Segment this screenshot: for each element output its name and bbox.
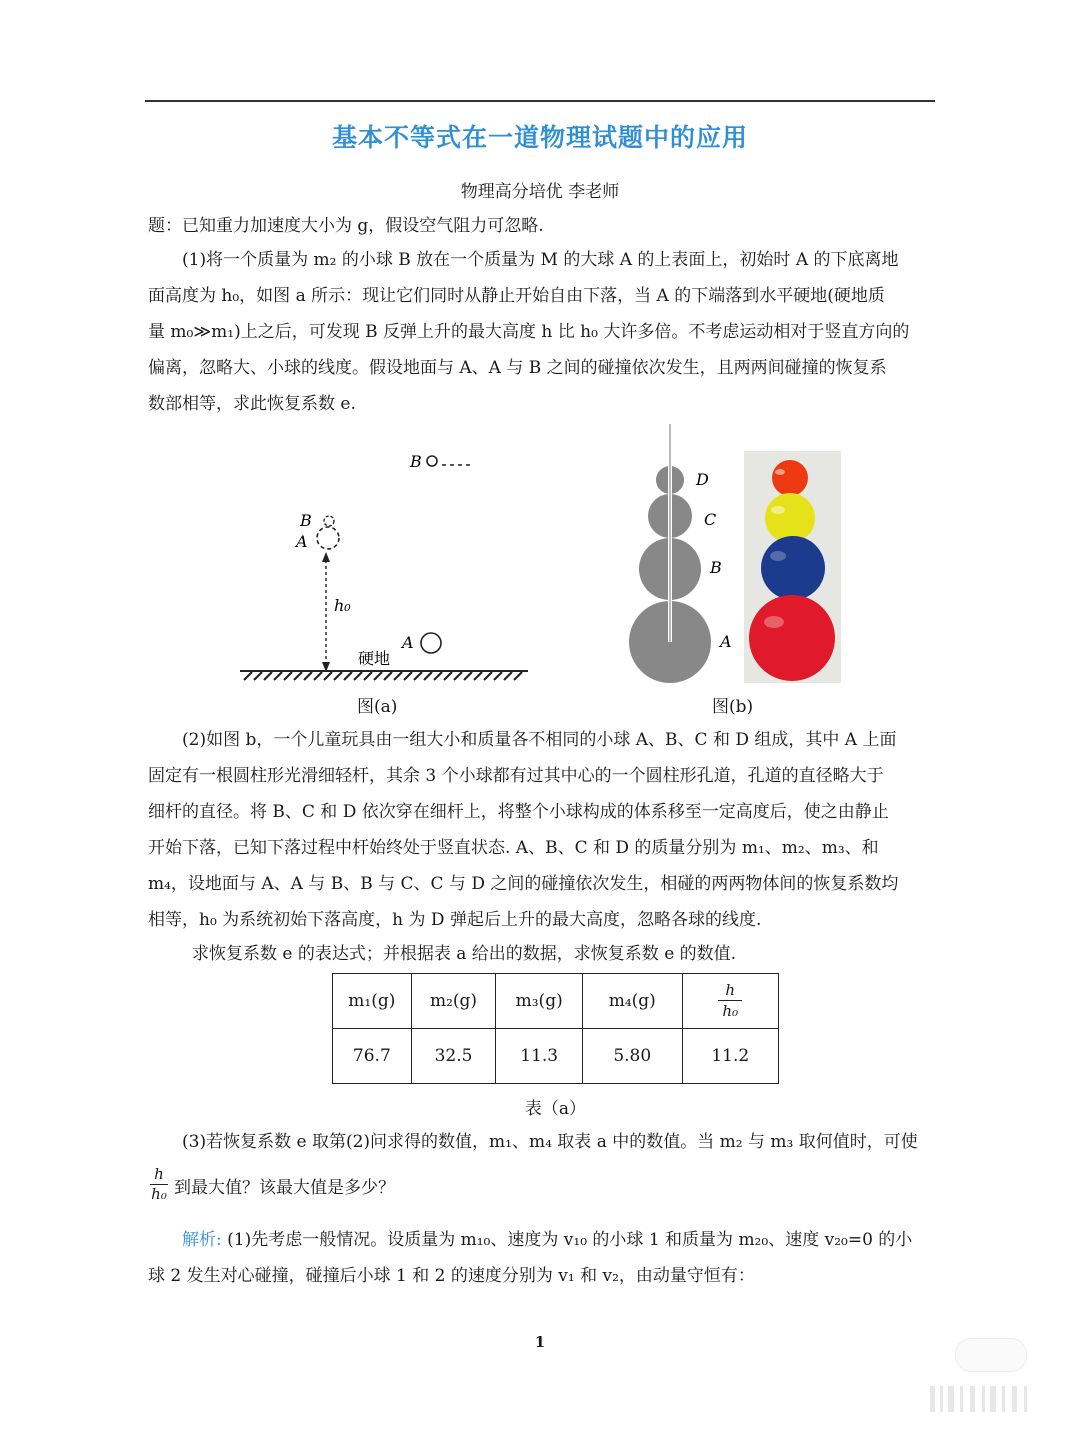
fig-a-label-a-ground: A xyxy=(402,633,414,652)
watermark-logo xyxy=(790,1378,1060,1418)
analysis-text: (1)先考虑一般情况。设质量为 m₁₀、速度为 v₁₀ 的小球 1 和质量为 m₂₀、速度 v₂₀=0 的小 xyxy=(221,1230,913,1250)
q3-fraction xyxy=(148,1166,170,1203)
fig-b-caption: 图(b) xyxy=(712,697,754,717)
q2-line: 细杆的直径。将 B、C 和 D 依次穿在细杆上，将整个小球构成的体系移至一定高度后，使之由静止 xyxy=(148,802,889,822)
page-number: 1 xyxy=(534,1333,546,1351)
intro-paragraph: 题：已知重力加速度大小为 g，假设空气阻力可忽略. xyxy=(148,216,544,236)
fig-a-label-a: A xyxy=(296,532,308,551)
q1-line: (1)将一个质量为 m₂ 的小球 B 放在一个质量为 M 的大球 A 的上表面上，初始时 A 的下底离地 xyxy=(182,250,899,270)
frac-numerator: h xyxy=(725,981,736,999)
q2-line: 开始下落，已知下落过程中杆始终处于竖直状态. A、B、C 和 D 的质量分别为 m₁、m₂、m₃、和 xyxy=(148,838,879,858)
q3-frac-numerator: h xyxy=(154,1165,164,1183)
table-header-cell: m₃(g) xyxy=(496,974,583,1029)
table-cell: 76.7 xyxy=(333,1029,412,1084)
q1-line: 面高度为 h₀，如图 a 所示：现让它们同时从静止开始自由下落，当 A 的下端落到水平硬地(硬地质 xyxy=(148,286,885,306)
author-line: 物理高分培优 李老师 xyxy=(460,182,620,202)
table-header-frac xyxy=(682,974,778,1029)
photo-ball-b xyxy=(761,536,825,600)
ball-b-top xyxy=(427,456,437,466)
ground-label: 硬地 xyxy=(358,649,391,668)
q1-line: 数部相等，求此恢复系数 e. xyxy=(148,394,356,414)
q2-line: (2)如图 b，一个儿童玩具由一组大小和质量各不相同的小球 A、B、C 和 D 组成，其中 A 上面 xyxy=(182,730,897,750)
photo-ball-c xyxy=(765,493,815,543)
fig-b-label-a: A xyxy=(720,632,732,651)
q2-ask: 求恢复系数 e 的表达式；并根据表 a 给出的数据，求恢复系数 e 的数值. xyxy=(192,944,737,964)
table-cell: 11.3 xyxy=(496,1029,583,1084)
figure-b xyxy=(620,420,850,685)
photo-ball-a xyxy=(749,595,835,681)
q1-line: 偏离，忽略大、小球的线度。假设地面与 A、A 与 B 之间的碰撞依次发生，且两两间碰撞的恢复系 xyxy=(148,358,887,378)
top-rule xyxy=(145,100,935,102)
arrow-head-up xyxy=(322,552,330,562)
data-table xyxy=(332,973,779,1084)
fig-a-label-b-top: B xyxy=(410,452,422,471)
q2-line: 固定有一根圆柱形光滑细轻杆，其余 3 个小球都有过其中心的一个圆柱形孔道，孔道的直径略大于 xyxy=(148,766,884,786)
analysis-line: 球 2 发生对心碰撞，碰撞后小球 1 和 2 的速度分别为 v₁ 和 v₂，由动量守恒有： xyxy=(148,1266,755,1286)
analysis-line xyxy=(148,1222,928,1258)
table-caption: 表（a） xyxy=(524,1099,587,1119)
ball-a-dashed xyxy=(317,527,339,549)
fig-a-label-b: B xyxy=(300,511,312,530)
table-header-cell: m₁(g) xyxy=(333,974,412,1029)
fig-b-label-c: C xyxy=(704,510,717,529)
table-cell: 32.5 xyxy=(411,1029,496,1084)
q1-line: 量 m₀≫m₁)上之后，可发现 B 反弹上升的最大高度 h 比 h₀ 大许多倍。不考虑运动相对于竖直方向的 xyxy=(148,322,910,342)
table-cell: 5.80 xyxy=(583,1029,683,1084)
table-header-cell: m₄(g) xyxy=(583,974,683,1029)
photo-ball-d xyxy=(772,460,808,496)
table-cell: 11.2 xyxy=(682,1029,778,1084)
q3-frac-denominator: h₀ xyxy=(151,1185,167,1203)
q3-line: (3)若恢复系数 e 取第(2)问求得的数值，m₁、m₄ 取表 a 中的数值。当 m₂ 与 m₃ 取何值时，可使 xyxy=(182,1132,918,1152)
table-header-cell: m₂(g) xyxy=(411,974,496,1029)
document-title: 基本不等式在一道物理试题中的应用 xyxy=(331,123,748,152)
ball-a-ground xyxy=(421,633,441,653)
toy-photo xyxy=(744,451,841,683)
q2-line: 相等，h₀ 为系统初始下落高度，h 为 D 弹起后上升的最大高度，忽略各球的线度. xyxy=(148,910,762,930)
table-row xyxy=(333,1029,779,1084)
q3-line: 到最大值？该最大值是多少？ xyxy=(174,1178,395,1198)
figure-a xyxy=(230,440,540,690)
fig-b-label-b: B xyxy=(710,558,722,577)
ball-b-dashed xyxy=(324,516,334,526)
frac-denominator: h₀ xyxy=(722,1002,739,1020)
fig-a-caption: 图(a) xyxy=(357,697,398,717)
ground-hatching xyxy=(244,672,522,680)
fig-a-label-h0: h₀ xyxy=(334,596,351,615)
fig-b-label-d: D xyxy=(696,470,709,489)
q2-line: m₄，设地面与 A、A 与 B、B 与 C、C 与 D 之间的碰撞依次发生，相碰的两两物体间的恢复系数均 xyxy=(148,874,899,894)
watermark-badge xyxy=(955,1338,1027,1372)
table-header-row xyxy=(333,974,779,1029)
analysis-label: 解析: xyxy=(182,1230,222,1250)
